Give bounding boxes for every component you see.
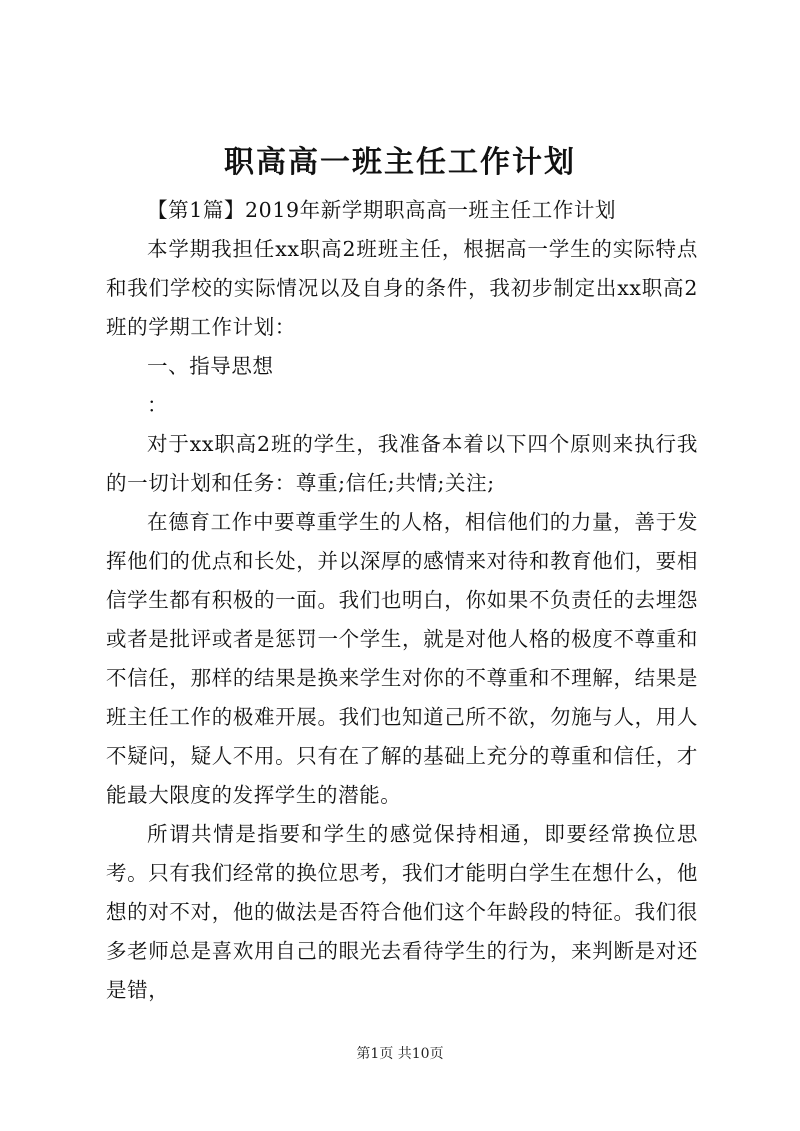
respect-paragraph: 在德育工作中要尊重学生的人格，相信他们的力量，善于发挥他们的优点和长处，并以深厚的感情来对待和教育他们，要相信学生都有积极的一面。我们也明白，你如果不负责任的去埋怨或者是批评或者是惩罚一个学生，就是对他人格的极度不尊重和不信任，那样的结果是换来学生对你的不尊重和不理解，结果是班主任工作的极难开展。我们也知道己所不欲，勿施与人，用人不疑问，疑人不用。只有在了解的基础上充分的尊重和信任，才能最大限度的发挥学生的潜能。 bbox=[106, 510, 698, 807]
guiding-thought-heading: 一、指导思想 bbox=[147, 354, 274, 378]
document-title: 职高高一班主任工作计划 bbox=[224, 145, 576, 180]
intro-paragraph: 本学期我担任xx职高2班班主任，根据高一学生的实际特点和我们学校的实际情况以及自身的条件，我初步制定出xx职高2班的学期工作计划： bbox=[106, 237, 698, 339]
principles-paragraph: 对于xx职高2班的学生，我准备本着以下四个原则来执行我的一切计划和任务：尊重;信任;共情;关注; bbox=[106, 432, 698, 495]
section-heading-paragraph: 【第1篇】2019年新学期职高高一班主任工作计划 bbox=[147, 198, 617, 222]
page-number-footer: 第1页 共10页 bbox=[356, 1046, 444, 1062]
document-body bbox=[106, 191, 698, 1010]
empathy-paragraph: 所谓共情是指要和学生的感觉保持相通，即要经常换位思考。只有我们经常的换位思考，我们才能明白学生在想什么，他想的对不对，他的做法是否符合他们这个年龄段的特征。我们很多老师总是喜欢用自己的眼光去看待学生的行为，来判断是对还是错， bbox=[106, 822, 698, 1002]
colon-paragraph: ： bbox=[147, 393, 169, 417]
